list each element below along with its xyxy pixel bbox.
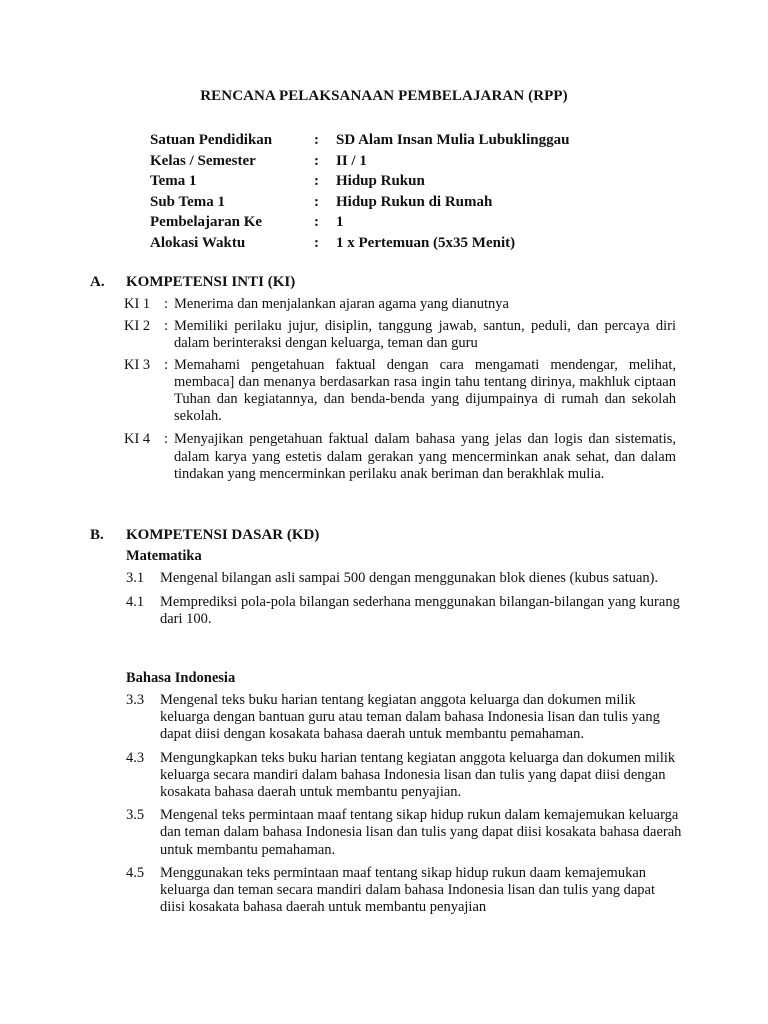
kd-number: 3.5	[126, 807, 145, 824]
ki-item	[124, 296, 676, 313]
ki-text: Memahami pengetahuan faktual dengan cara mengamati mendengar, melihat, membaca] dan menanya berdasarkan rasa ingin tahu tentang dirinya, makhluk ciptaan Tuhan dan kegiatannya, dan benda-benda yang dijumpainya di rumah dan sekolah sekolah.	[174, 356, 676, 425]
kd-item	[126, 570, 682, 587]
ki-item	[124, 357, 676, 426]
info-row-kelas	[150, 151, 569, 172]
info-label: Pembelajaran Ke	[150, 214, 263, 230]
kd-text: Mengenal bilangan asli sampai 500 dengan menggunakan blok dienes (kubus satuan).	[160, 570, 659, 586]
info-table	[150, 130, 569, 253]
ki-item	[124, 431, 676, 483]
info-row-pembelajaran	[150, 212, 569, 233]
kd-text: Mengenal teks permintaan maaf tentang sikap hidup rukun dalam kemajemukan keluarga dan teman dalam bahasa Indonesia lisan dan tulis yang dapat diisi kosakata bahasa daerah untuk membantu pemahaman.	[160, 807, 682, 858]
info-row-alokasi	[150, 233, 569, 254]
matematika-heading: Matematika	[126, 548, 202, 564]
info-label: Kelas / Semester	[150, 152, 256, 169]
kd-item	[126, 692, 682, 744]
ki-colon: :	[164, 356, 169, 373]
ki-text: Menerima dan menjalankan ajaran agama yang dianutnya	[174, 296, 509, 312]
kd-text: Mengenal teks buku harian tentang kegiatan anggota keluarga dan dokumen milik keluarga dengan bantuan guru atau teman dalam bahasa Indonesia lisan dan tulis yang dapat diisi dengan kosakata bahasa daerah untuk membantu pemahaman.	[160, 692, 660, 743]
kd-list-matematika	[126, 570, 682, 629]
section-letter: B.	[90, 527, 104, 543]
info-row-tema	[150, 171, 569, 192]
ki-text: Memiliki perilaku jujur, disiplin, tanggung jawab, santun, peduli, dan percaya diri dalam berinteraksi dengan keluarga, teman dan guru	[174, 318, 676, 352]
info-label: Satuan Pendidikan	[150, 132, 273, 148]
ki-text: Menyajikan pengetahuan faktual dalam bahasa yang jelas dan logis dan sistematis, dalam karya yang estetis dalam gerakan yang mencerminkan anak sehat, dan dalam tindakan yang mencerminkan perilaku anak beriman dan berakhlak mulia.	[174, 431, 676, 482]
document-title: RENCANA PELAKSANAAN PEMBELAJARAN (RPP)	[200, 88, 568, 104]
info-value: 1 x Pertemuan (5x35 Menit)	[336, 234, 516, 251]
ki-code: KI 3	[124, 356, 151, 373]
kd-text: Memprediksi pola-pola bilangan sederhana menggunakan bilangan-bilangan yang kurang dari 100.	[160, 594, 680, 628]
info-label: Sub Tema 1	[150, 193, 226, 210]
ki-list	[124, 296, 676, 483]
kd-number: 4.3	[126, 749, 145, 766]
info-value: 1	[336, 214, 344, 230]
kd-text: Mengungkapkan teks buku harian tentang kegiatan anggota keluarga dan dokumen milik keluarga secara mandiri dalam bahasa Indonesia lisan dan tulis yang dapat diisi dengan kosakata bahasa daerah untuk membantu penyajian.	[160, 749, 676, 801]
kd-number: 3.3	[126, 692, 145, 708]
ki-colon: :	[164, 318, 169, 335]
kd-item	[126, 807, 682, 859]
kd-number: 4.5	[126, 864, 145, 881]
kd-text: Menggunakan teks permintaan maaf tentang sikap hidup rukun daam kemajemukan keluarga dan teman secara mandiri dalam bahasa Indonesia lisan dan tulis yang dapat diisi kosakata bahasa daerah untuk membantu penyajian	[160, 864, 655, 916]
info-colon: :	[314, 173, 319, 189]
ki-colon: :	[164, 296, 169, 312]
info-colon: :	[314, 152, 319, 169]
info-label: Tema 1	[150, 173, 197, 189]
section-title: KOMPETENSI INTI (KI)	[126, 274, 296, 290]
kd-item	[126, 594, 682, 628]
info-value: II / 1	[336, 152, 367, 169]
info-value: Hidup Rukun	[336, 173, 425, 189]
info-row-subtema	[150, 192, 569, 213]
info-value: Hidup Rukun di Rumah	[336, 193, 493, 210]
kd-item	[126, 750, 682, 802]
ki-code: KI 1	[124, 296, 151, 312]
section-a-heading	[90, 273, 295, 291]
kd-number: 4.1	[126, 594, 145, 611]
info-row-satuan	[150, 130, 569, 151]
info-label: Alokasi Waktu	[150, 234, 246, 251]
section-b-heading	[90, 526, 319, 544]
info-colon: :	[314, 234, 319, 251]
info-colon: :	[314, 193, 319, 210]
ki-code: KI 2	[124, 318, 151, 335]
ki-code: KI 4	[124, 431, 151, 448]
ki-item	[124, 318, 676, 352]
info-colon: :	[314, 132, 319, 148]
kd-item	[126, 865, 682, 917]
section-title: KOMPETENSI DASAR (KD)	[126, 527, 320, 543]
info-value: SD Alam Insan Mulia Lubuklinggau	[336, 132, 570, 148]
kd-number: 3.1	[126, 570, 145, 586]
kd-list-bahasa	[126, 692, 682, 916]
section-letter: A.	[90, 274, 105, 290]
info-colon: :	[314, 214, 319, 230]
bahasa-heading: Bahasa Indonesia	[126, 670, 236, 686]
ki-colon: :	[164, 431, 169, 448]
